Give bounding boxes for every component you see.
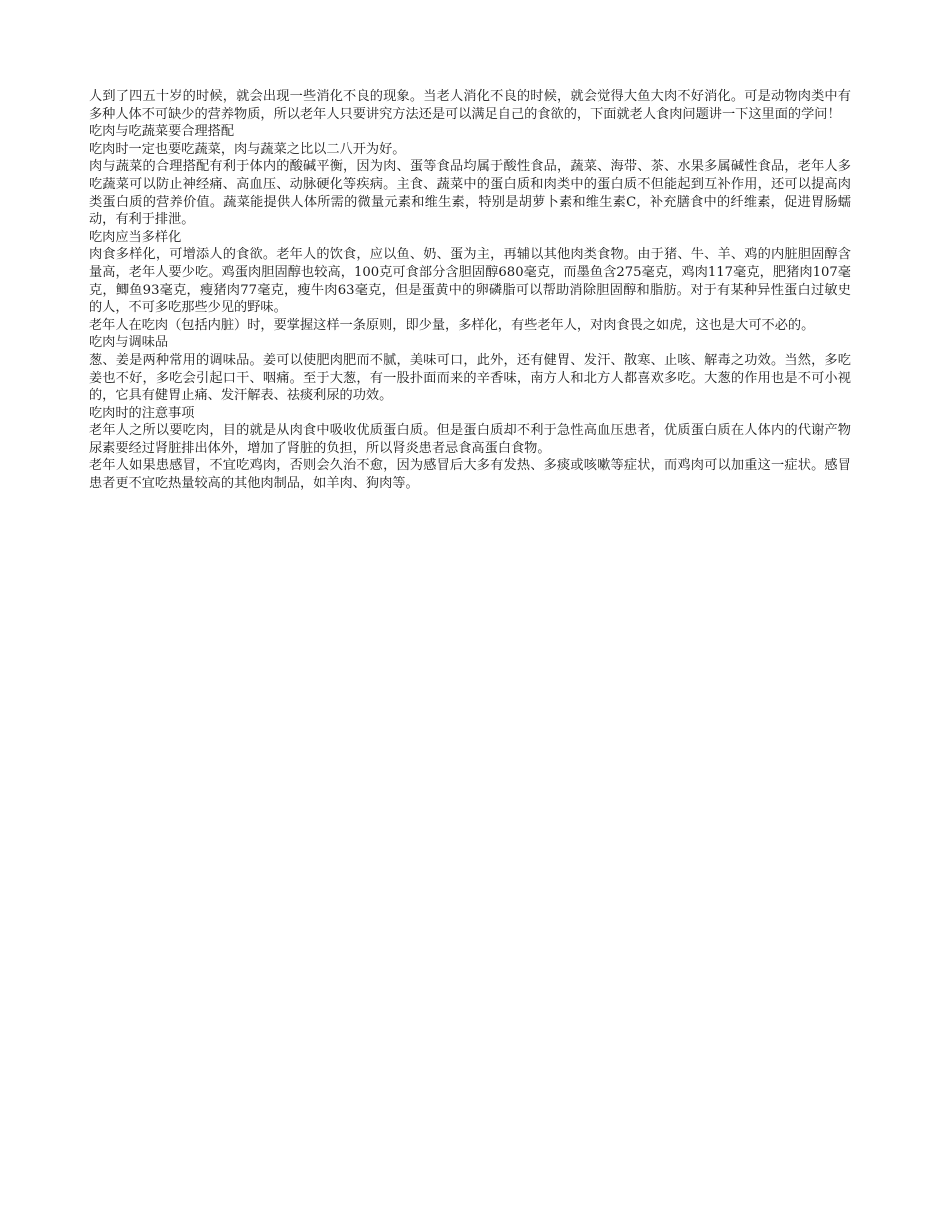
intro-paragraph: 人到了四五十岁的时候，就会出现一些消化不良的现象。当老人消化不良的时候，就会觉得大鱼大肉不好消化。可是动物肉类中有多种人体不可缺少的营养物质，所以老年人只要讲究方法还是可以满足自己的食欲的，下面就老人食肉问题讲一下这里面的学问！ [89,89,851,122]
section-heading: 吃肉与调味品 [89,335,169,351]
section-paragraph: 老年人之所以要吃肉，目的就是从肉食中吸收优质蛋白质。但是蛋白质却不利于急性高血压患者，优质蛋白质在人体内的代谢产物尿素要经过肾脏排出体外，增加了肾脏的负担，所以肾炎患者忌食高蛋白食物。 [89,423,851,456]
section-paragraph: 肉与蔬菜的合理搭配有利于体内的酸碱平衡，因为肉、蛋等食品均属于酸性食品，蔬菜、海带、茶、水果多属碱性食品，老年人多吃蔬菜可以防止神经痛、高血压、动脉硬化等疾病。主食、蔬菜中的蛋白质和肉类中的蛋白质不但能起到互补作用，还可以提高肉类蛋白质的营养价值。蔬菜能提供人体所需的微量元素和维生素，特别是胡萝卜素和维生素C，补充膳食中的纤维素，促进胃肠蠕动，有利于排泄。 [89,159,851,228]
section-paragraph: 吃肉时一定也要吃蔬菜，肉与蔬菜之比以二八开为好。 [89,141,406,157]
section-meat-and-vegetables [89,123,851,229]
section-paragraph: 葱、姜是两种常用的调味品。姜可以使肥肉肥而不腻，美味可口，此外，还有健胃、发汗、散寒、止咳、解毒之功效。当然，多吃姜也不好，多吃会引起口干、咽痛。至于大葱，有一股扑面而来的辛香味，南方人和北方人都喜欢多吃。大葱的作用也是不可小视的，它具有健胃止痛、发汗解表、祛痰利尿的功效。 [89,352,851,404]
section-paragraph: 老年人如果患感冒，不宜吃鸡肉，否则会久治不愈，因为感冒后大多有发热、多痰或咳嗽等症状，而鸡肉可以加重这一症状。感冒患者更不宜吃热量较高的其他肉制品，如羊肉、狗肉等。 [89,458,851,492]
section-paragraph: 肉食多样化，可增添人的食欲。老年人的饮食，应以鱼、奶、蛋为主，再辅以其他肉类食物。由于猪、牛、羊、鸡的内脏胆固醇含量高，老年人要少吃。鸡蛋肉胆固醇也较高，100克可食部分含胆固醇680毫克，而墨鱼含275毫克，鸡肉117毫克，肥猪肉107毫克，鲫鱼93毫克，瘦猪肉77毫克，瘦牛肉63毫克，但是蛋黄中的卵磷脂可以帮助消除胆固醇和脂肪。对于有某种异性蛋白过敏史的人，不可多吃那些少见的野味。 [89,247,851,316]
section-seasonings [89,334,851,404]
section-diversified-meat [89,229,851,335]
section-heading: 吃肉应当多样化 [89,229,182,245]
section-heading: 吃肉时的注意事项 [89,405,195,421]
section-heading: 吃肉与吃蔬菜要合理搭配 [89,124,235,140]
section-paragraph: 老年人在吃肉（包括内脏）时，要掌握这样一条原则，即少量，多样化，有些老年人，对肉食畏之如虎，这也是大可不必的。 [89,317,815,333]
section-precautions [89,405,851,493]
article-body [89,88,851,493]
